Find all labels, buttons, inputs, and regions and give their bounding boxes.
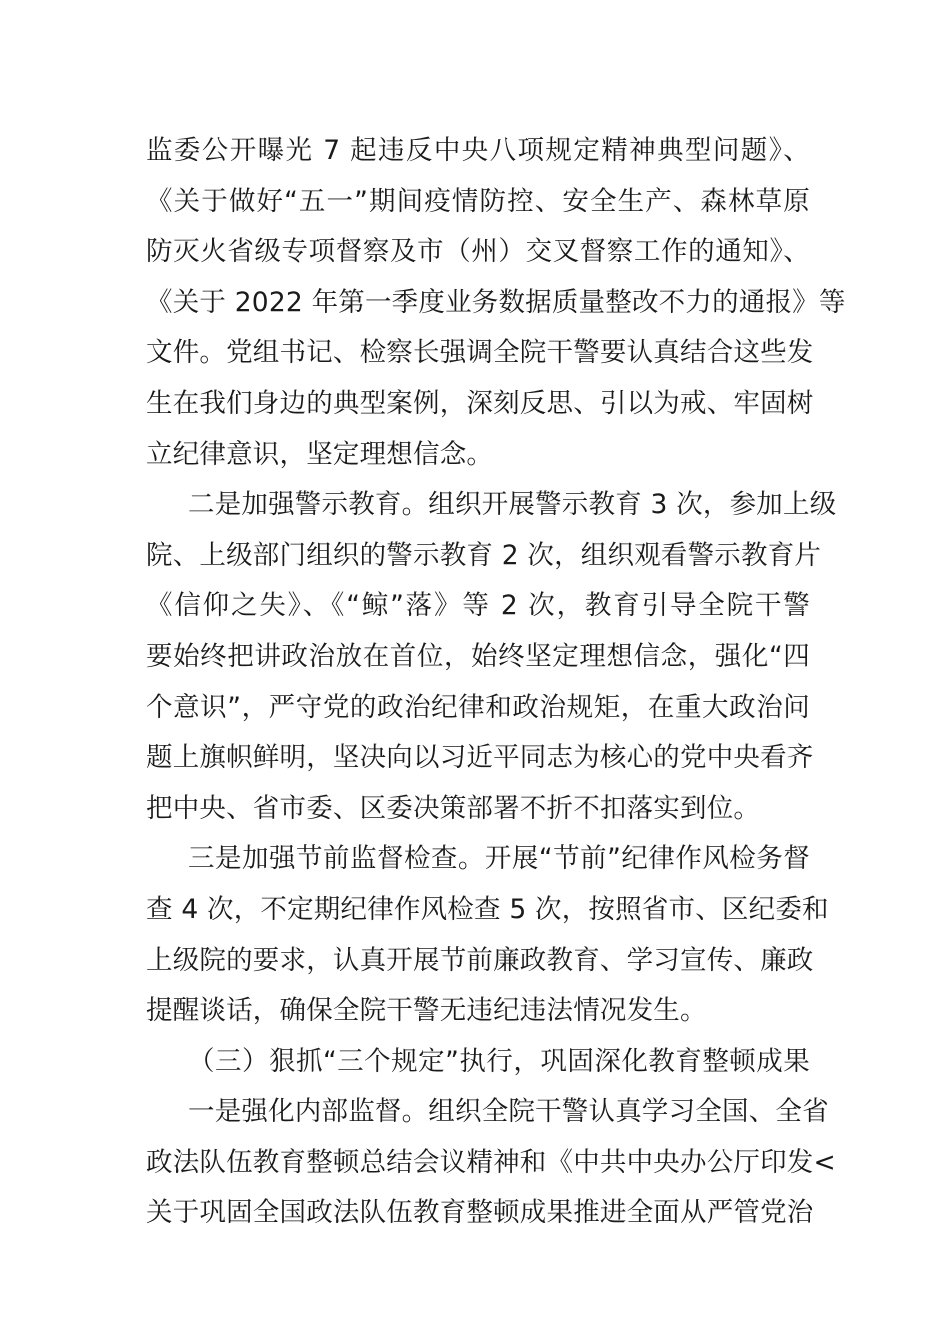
text-line: 关于巩固全国政法队伍教育整顿成果推进全面从严管党治 bbox=[146, 1197, 814, 1229]
text-line: 防灭火省级专项督察及市（州）交叉督察工作的通知》、 bbox=[146, 236, 810, 268]
text-line: 院、上级部门组织的警示教育 2 次，组织观看警示教育片 bbox=[146, 539, 822, 571]
paragraph-start-line: 二是加强警示教育。组织开展警示教育 3 次，参加上级 bbox=[188, 489, 837, 521]
text-line: 《信仰之失》、《“鲸”落》等 2 次，教育引导全院干警 bbox=[146, 590, 810, 622]
text-line: 上级院的要求，认真开展节前廉政教育、学习宣传、廉政 bbox=[146, 944, 814, 976]
text-line: 立纪律意识，坚定理想信念。 bbox=[146, 438, 494, 470]
text-line: 生在我们身边的典型案例，深刻反思、引以为戒、牢固树 bbox=[146, 387, 814, 419]
paragraph-start-line: 一是强化内部监督。组织全院干警认真学习全国、全省 bbox=[188, 1096, 829, 1128]
paragraph-start-line: 三是加强节前监督检查。开展“节前”纪律作风检务督 bbox=[188, 843, 810, 875]
text-line: 题上旗帜鲜明，坚决向以习近平同志为核心的党中央看齐 bbox=[146, 742, 814, 774]
text-line: 监委公开曝光 7 起违反中央八项规定精神典型问题》、 bbox=[146, 135, 810, 166]
text-line: 文件。党组书记、检察长强调全院干警要认真结合这些发 bbox=[146, 337, 814, 369]
document-body bbox=[146, 126, 846, 1239]
text-line: 把中央、省市委、区委决策部署不折不扣落实到位。 bbox=[146, 792, 761, 824]
text-line: 个意识”，严守党的政治纪律和政治规矩，在重大政治问 bbox=[146, 691, 810, 723]
text-line: 提醒谈话，确保全院干警无违纪违法情况发生。 bbox=[146, 995, 707, 1027]
text-line: 要始终把讲政治放在首位，始终坚定理想信念，强化“四 bbox=[146, 640, 810, 672]
text-line: 政法队伍教育整顿总结会议精神和《中共中央办公厅印发< bbox=[146, 1146, 836, 1178]
section-heading: （三）狠抓“三个规定”执行，巩固深化教育整顿成果 bbox=[188, 1045, 810, 1077]
text-line: 查 4 次，不定期纪律作风检查 5 次，按照省市、区纪委和 bbox=[146, 893, 829, 925]
text-line: 《关于 2022 年第一季度业务数据质量整改不力的通报》等 bbox=[146, 286, 846, 318]
text-line: 《关于做好“五一”期间疫情防控、安全生产、森林草原 bbox=[146, 185, 810, 217]
